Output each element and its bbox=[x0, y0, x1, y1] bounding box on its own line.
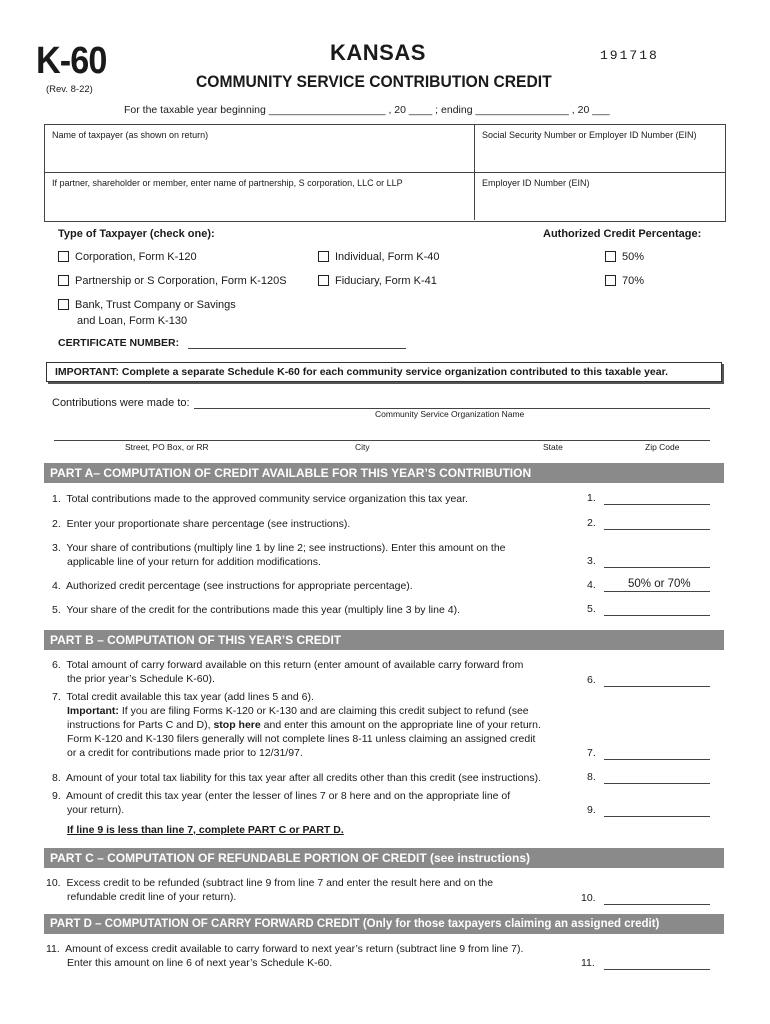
line-2: 2. Enter your proportionate share percentage (see instructions). bbox=[52, 518, 351, 530]
line-7-note-cont: or a credit for contributions made prior to 12/31/97. bbox=[67, 747, 303, 759]
line-4-field[interactable] bbox=[604, 591, 710, 592]
option-bank-line2: and Loan, Form K-130 bbox=[77, 315, 188, 327]
line-11-field[interactable] bbox=[604, 969, 710, 970]
divider bbox=[44, 172, 726, 173]
line-1-ref: 1. bbox=[587, 492, 596, 504]
certificate-number-label: CERTIFICATE NUMBER: bbox=[58, 337, 180, 349]
certificate-number-field[interactable] bbox=[188, 348, 406, 349]
line-8-field[interactable] bbox=[604, 783, 710, 784]
taxpayer-type-heading: Type of Taxpayer (check one): bbox=[58, 228, 215, 240]
line-3-field[interactable] bbox=[604, 567, 710, 568]
part-c-header: PART C – COMPUTATION OF REFUNDABLE PORTION OF CREDIT (see instructions) bbox=[44, 848, 724, 868]
street-caption: Street, PO Box, or RR bbox=[125, 442, 209, 452]
ssn-ein-field[interactable]: Social Security Number or Employer ID Number (EIN) bbox=[482, 130, 697, 140]
line-9: 9. Amount of credit this tax year (enter the lesser of lines 7 or 8 here and on the appropriate line of bbox=[52, 790, 511, 802]
line-5-field[interactable] bbox=[604, 615, 710, 616]
address-field[interactable] bbox=[54, 440, 710, 441]
checkbox[interactable] bbox=[605, 251, 616, 262]
line-7-field[interactable] bbox=[604, 759, 710, 760]
option-corporation[interactable]: Corporation, Form K-120 bbox=[58, 251, 197, 263]
important-notice: IMPORTANT: Complete a separate Schedule K-60 for each community service organization contributed to this taxable year. bbox=[46, 362, 722, 382]
line-7-note: Form K-120 and K-130 filers generally will not complete lines 8-11 unless claiming an assigned credit bbox=[67, 733, 536, 745]
line-10-cont: refundable credit line of your return). bbox=[67, 891, 237, 903]
option-fiduciary[interactable]: Fiduciary, Form K-41 bbox=[318, 275, 437, 287]
checkbox[interactable] bbox=[58, 275, 69, 286]
checkbox[interactable] bbox=[605, 275, 616, 286]
part-a-header: PART A– COMPUTATION OF CREDIT AVAILABLE FOR THIS YEAR’S CONTRIBUTION bbox=[44, 463, 724, 483]
line-6: 6. Total amount of carry forward available on this return (enter amount of available carry forward from bbox=[52, 659, 524, 671]
partnership-ein-field[interactable]: Employer ID Number (EIN) bbox=[482, 178, 590, 188]
line-11-cont: Enter this amount on line 6 of next year’s Schedule K-60. bbox=[67, 957, 333, 969]
line-9-ref: 9. bbox=[587, 804, 596, 816]
line-10: 10. Excess credit to be refunded (subtract line 9 from line 7 and enter the result here and on the bbox=[46, 877, 494, 889]
line-11-ref: 11. bbox=[581, 957, 595, 969]
line-3-cont: applicable line of your return for addition modifications. bbox=[67, 556, 321, 568]
contributions-label: Contributions were made to: bbox=[52, 397, 190, 409]
checkbox[interactable] bbox=[318, 275, 329, 286]
line-10-ref: 10. bbox=[581, 892, 596, 904]
line-3: 3. Your share of contributions (multiply line 1 by line 2; see instructions). Enter this amount on the bbox=[52, 542, 506, 554]
org-name-caption: Community Service Organization Name bbox=[375, 409, 525, 419]
option-50-percent[interactable]: 50% bbox=[605, 251, 644, 263]
revision-date: (Rev. 8-22) bbox=[46, 84, 93, 95]
checkbox[interactable] bbox=[58, 299, 69, 310]
option-partnership[interactable]: Partnership or S Corporation, Form K-120S bbox=[58, 275, 287, 287]
line-2-ref: 2. bbox=[587, 517, 596, 529]
line-6-ref: 6. bbox=[587, 674, 596, 686]
taxpayer-name-field[interactable]: Name of taxpayer (as shown on return) bbox=[52, 130, 209, 140]
line-7-instructions: instructions for Parts C and D), stop here and enter this amount on the appropriate line of your return. bbox=[67, 719, 541, 731]
partnership-name-field[interactable]: If partner, shareholder or member, enter name of partnership, S corporation, LLC or LLP bbox=[52, 178, 403, 188]
line-7-important: Important: If you are filing Forms K-120 or K-130 and are claiming this credit subject to refund (see bbox=[67, 705, 529, 717]
state-caption: State bbox=[543, 442, 563, 452]
form-number: K-60 bbox=[36, 40, 107, 82]
line-10-field[interactable] bbox=[604, 904, 710, 905]
option-70-percent[interactable]: 70% bbox=[605, 275, 644, 287]
line-5: 5. Your share of the credit for the contributions made this year (multiply line 3 by line 4). bbox=[52, 604, 460, 616]
line-7-ref: 7. bbox=[587, 747, 596, 759]
form-title: COMMUNITY SERVICE CONTRIBUTION CREDIT bbox=[196, 72, 552, 91]
divider bbox=[474, 124, 475, 220]
line-3-ref: 3. bbox=[587, 555, 596, 567]
line-4-ref: 4. bbox=[587, 579, 596, 591]
line-1-field[interactable] bbox=[604, 504, 710, 505]
line-6-field[interactable] bbox=[604, 686, 710, 687]
checkbox[interactable] bbox=[58, 251, 69, 262]
form-code: 191718 bbox=[600, 48, 659, 63]
zip-caption: Zip Code bbox=[645, 442, 680, 452]
part-d-header: PART D – COMPUTATION OF CARRY FORWARD CREDIT (Only for those taxpayers claiming an assigned credit) bbox=[44, 914, 724, 934]
part-b-note: If line 9 is less than line 7, complete PART C or PART D. bbox=[67, 824, 344, 836]
line-1: 1. Total contributions made to the approved community service organization this tax year. bbox=[52, 493, 468, 505]
line-9-field[interactable] bbox=[604, 816, 710, 817]
line-8: 8. Amount of your total tax liability for this tax year after all credits other than this credit (see instructions). bbox=[52, 772, 542, 784]
line-5-ref: 5. bbox=[587, 603, 596, 615]
line-8-ref: 8. bbox=[587, 771, 596, 783]
state-title: KANSAS bbox=[330, 40, 426, 65]
credit-percentage-heading: Authorized Credit Percentage: bbox=[543, 228, 702, 240]
line-2-field[interactable] bbox=[604, 529, 710, 530]
line-6-cont: the prior year’s Schedule K-60). bbox=[67, 673, 215, 685]
checkbox[interactable] bbox=[318, 251, 329, 262]
line-4-value: 50% or 70% bbox=[628, 578, 691, 590]
line-7: 7. Total credit available this tax year (add lines 5 and 6). bbox=[52, 691, 314, 703]
part-b-header: PART B – COMPUTATION OF THIS YEAR’S CREDIT bbox=[44, 630, 724, 650]
tax-year-line[interactable]: For the taxable year beginning ____________________ , 20 ____ ; ending ________________ , 20 ___ bbox=[124, 104, 610, 116]
line-11: 11. Amount of excess credit available to carry forward to next year’s return (subtract line 9 from line 7). bbox=[46, 943, 524, 955]
line-9-cont: your return). bbox=[67, 804, 125, 816]
option-bank[interactable]: Bank, Trust Company or Savings bbox=[58, 299, 236, 311]
city-caption: City bbox=[355, 442, 370, 452]
option-individual[interactable]: Individual, Form K-40 bbox=[318, 251, 440, 263]
line-4: 4. Authorized credit percentage (see instructions for appropriate percentage). bbox=[52, 580, 413, 592]
